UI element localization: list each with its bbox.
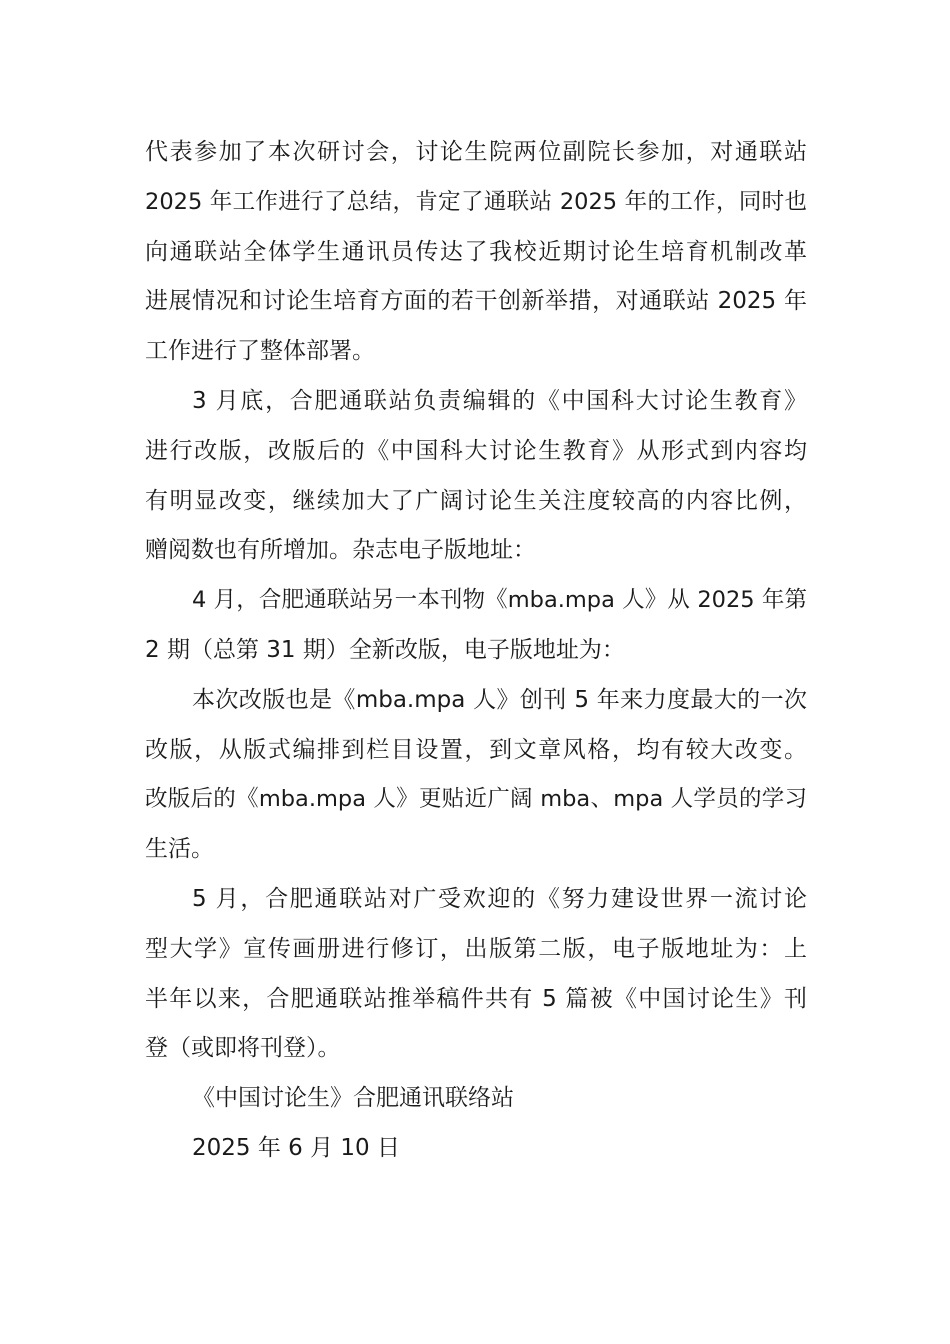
- paragraph-4-line-3: 改版后的《mba.mpa 人》更贴近广阔 mba、mpa 人学员的学习: [145, 786, 807, 813]
- paragraph-2-line-3: 有明显改变，继续加大了广阔讨论生关注度较高的内容比例，: [145, 487, 807, 514]
- paragraph-4-line-4: 生活。: [145, 836, 214, 863]
- paragraph-1-line-3: 向通联站全体学生通讯员传达了我校近期讨论生培育机制改革: [145, 238, 807, 265]
- paragraph-2-line-1: 3 月底，合肥通联站负责编辑的《中国科大讨论生教育》: [192, 387, 807, 414]
- paragraph-4-line-2: 改版，从版式编排到栏目设置，到文章风格，均有较大改变。: [145, 736, 807, 763]
- paragraph-4-line-1: 本次改版也是《mba.mpa 人》创刊 5 年来力度最大的一次: [192, 686, 807, 713]
- paragraph-3-line-2: 2 期（总第 31 期）全新改版，电子版地址为：: [145, 636, 625, 663]
- paragraph-5-line-4: 登（或即将刊登）。: [145, 1035, 341, 1062]
- paragraph-3-line-1: 4 月，合肥通联站另一本刊物《mba.mpa 人》从 2025 年第: [192, 587, 807, 614]
- paragraph-2-line-2: 进行改版，改版后的《中国科大讨论生教育》从形式到内容均: [145, 437, 807, 464]
- paragraph-1-line-4: 进展情况和讨论生培育方面的若干创新举措，对通联站 2025 年: [145, 288, 807, 315]
- paragraph-5-line-3: 半年以来，合肥通联站推举稿件共有 5 篇被《中国讨论生》刊: [145, 985, 807, 1012]
- paragraph-1-line-1: 代表参加了本次研讨会，讨论生院两位副院长参加，对通联站: [145, 139, 807, 165]
- paragraph-1-line-5: 工作进行了整体部署。: [145, 338, 375, 365]
- document-body: [145, 128, 807, 1174]
- paragraph-2-line-4: 赠阅数也有所增加。杂志电子版地址：: [145, 537, 536, 564]
- signature-organization: 《中国讨论生》合肥通讯联络站: [192, 1085, 514, 1112]
- paragraph-5-line-2: 型大学》宣传画册进行修订，出版第二版，电子版地址为：上: [145, 935, 807, 962]
- signature-date: 2025 年 6 月 10 日: [192, 1134, 400, 1161]
- paragraph-1-line-2: 2025 年工作进行了总结，肯定了通联站 2025 年的工作，同时也: [145, 188, 807, 215]
- paragraph-5-line-1: 5 月，合肥通联站对广受欢迎的《努力建设世界一流讨论: [192, 885, 807, 912]
